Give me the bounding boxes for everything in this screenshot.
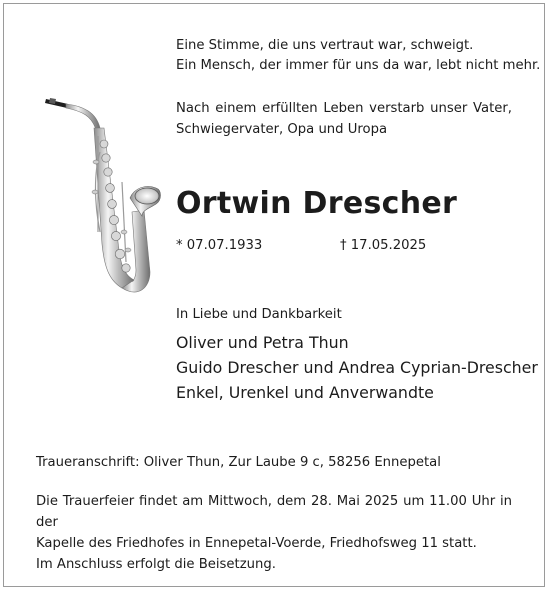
birth-date: * 07.07.1933	[176, 238, 263, 253]
death-date: † 17.05.2025	[340, 238, 427, 253]
service-line: Im Anschluss erfolgt die Beisetzung.	[36, 557, 276, 572]
mourning-address: Traueranschrift: Oliver Thun, Zur Laube 9 c, 58256 Ennepetal	[36, 455, 441, 470]
intro-line: Schwiegervater, Opa und Uropa	[176, 122, 388, 137]
service-line: Die Trauerfeier findet am Mittwoch, dem 28. Mai 2025 um 11.00 Uhr in der	[36, 494, 512, 530]
saxophone-icon	[38, 92, 170, 302]
funeral-service-info	[36, 491, 512, 575]
deceased-name: Ortwin Drescher	[176, 186, 458, 221]
motto-text	[176, 36, 540, 76]
mourner-entry: Enkel, Urenkel und Anverwandte	[176, 383, 434, 402]
motto-line: Eine Stimme, die uns vertraut war, schweigt.	[176, 38, 474, 53]
mourners-intro: In Liebe und Dankbarkeit	[176, 307, 342, 322]
motto-line: Ein Mensch, der immer für uns da war, lebt nicht mehr.	[176, 58, 541, 73]
mourners-list	[176, 330, 538, 405]
mourner-entry: Guido Drescher und Andrea Cyprian-Drescher	[176, 358, 538, 377]
intro-text	[176, 98, 512, 140]
mourner-entry: Oliver und Petra Thun	[176, 333, 349, 352]
intro-line: Nach einem erfüllten Leben verstarb unser Vater,	[176, 101, 512, 116]
service-line: Kapelle des Friedhofes in Ennepetal-Voerde, Friedhofsweg 11 statt.	[36, 536, 477, 551]
